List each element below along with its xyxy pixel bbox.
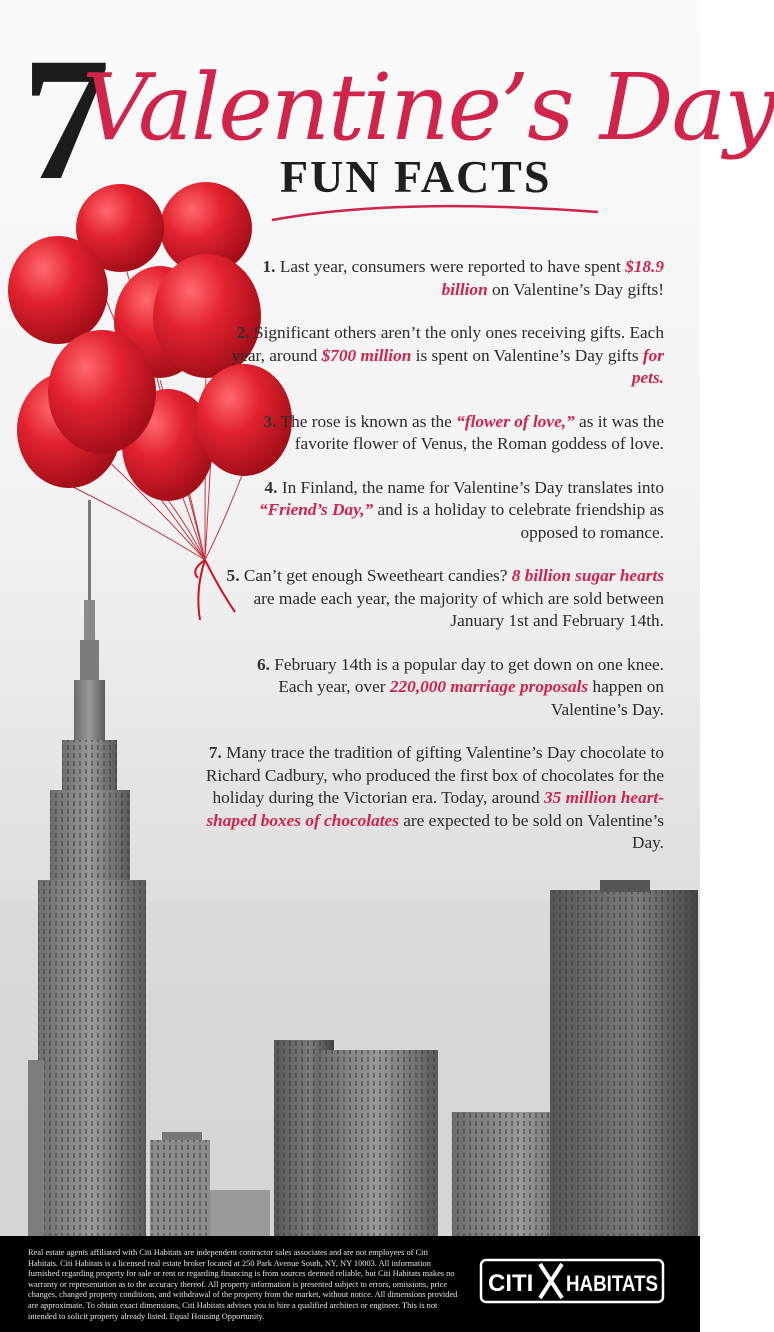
fact-text: as it was the favorite flower of Venus, the Roman goddess of love. [294,411,664,453]
logo-left-text: CITI [488,1270,534,1297]
fact-text: Can’t get enough Sweetheart candies? [243,566,512,585]
fact-item [224,411,664,456]
fact-text: In Finland, the name for Valentine’s Day translates into [281,477,664,497]
fact-text: and is a holiday to celebrate friendship as opposed to romance. [373,500,664,542]
fact-text: Many trace the tradition of gifting Valentine’s Day chocolate to Richard Cadbury, who produced the first box of chocolates for the holiday during the Victorian era. Today, around [205,743,664,807]
fact-number: 7. [208,743,222,762]
fact-text: Significant others aren’t the only ones receiving gifts. Each year, around [231,323,664,365]
fact-text: The rose is known as the [280,411,457,431]
title-script: Valentine’s Day [82,54,774,161]
fact-number: 2. [236,323,250,342]
fact-highlight: “flower of love,” [456,411,575,431]
fact-item [224,565,664,633]
fact-number: 3. [263,411,277,431]
fact-highlight: $700 million [321,345,412,365]
fact-number: 4. [264,477,278,497]
fact-highlight: “Friend’s Day,” [258,500,374,519]
fact-text: February 14th is a popular day to get down on one knee. Each year, over [274,654,664,696]
fact-highlight: 35 million heart-shaped boxes of chocolates [206,788,664,830]
fact-highlight: 8 billion sugar hearts [511,566,664,585]
fact-item [224,654,664,722]
facts-list [205,256,664,876]
fact-highlight: 220,000 marriage proposals [389,677,589,696]
empire-state-building [28,500,146,1240]
fact-item [224,477,664,545]
fact-highlight: for pets. [631,345,664,387]
legal-disclaimer: Real estate agents affiliated with Citi Habitats are independent contractor sales associates and are not employees of Citi Habitats. Citi Habitats is a licensed real estate broker located at 250 Park Avenue South, NY, NY 10003. All information furnished regarding property for sale or rent or regarding financing is from sources deemed reliable, but Citi Habitats makes no warranty or representation as to the accuracy thereof. All property information is presented subject to errors, omissions, price changes, changed property conditions, and withdrawal of the property from the market, without notice. All dimensions provided are approximate. To obtain exact dimensions, Citi Habitats advises you to hire a qualified architect or engineer. This is not intended to solicit property already listed. Equal Housing Opportunity. [28,1248,458,1321]
fact-item [224,256,664,301]
fact-text: on Valentine’s Day gifts! [487,279,664,299]
footer [0,1236,700,1332]
fact-text: are made each year, the majority of which are sold between January 1st and February 14th. [253,588,664,630]
title-number: 7 [22,22,110,217]
fact-text: Last year, consumers were reported to have spent [279,257,626,276]
fact-item [204,742,664,855]
right-skyscraper [550,880,698,1240]
fact-text: are expected to be sold on Valentine’s Day. [398,810,664,852]
fact-number: 5. [226,566,240,585]
citi-habitats-logo [480,1259,664,1303]
fact-number: 1. [262,257,276,276]
fact-highlight: $18.9 billion [441,257,664,299]
fact-text: happen on Valentine’s Day. [550,677,664,719]
title-swoosh [270,198,600,228]
fact-text: is spent on Valentine’s Day gifts [411,345,643,365]
logo-right-text: HABITATS [566,1271,658,1296]
fact-number: 6. [257,654,270,674]
subtitle: FUN FACTS [280,151,552,202]
fact-item [224,322,664,390]
